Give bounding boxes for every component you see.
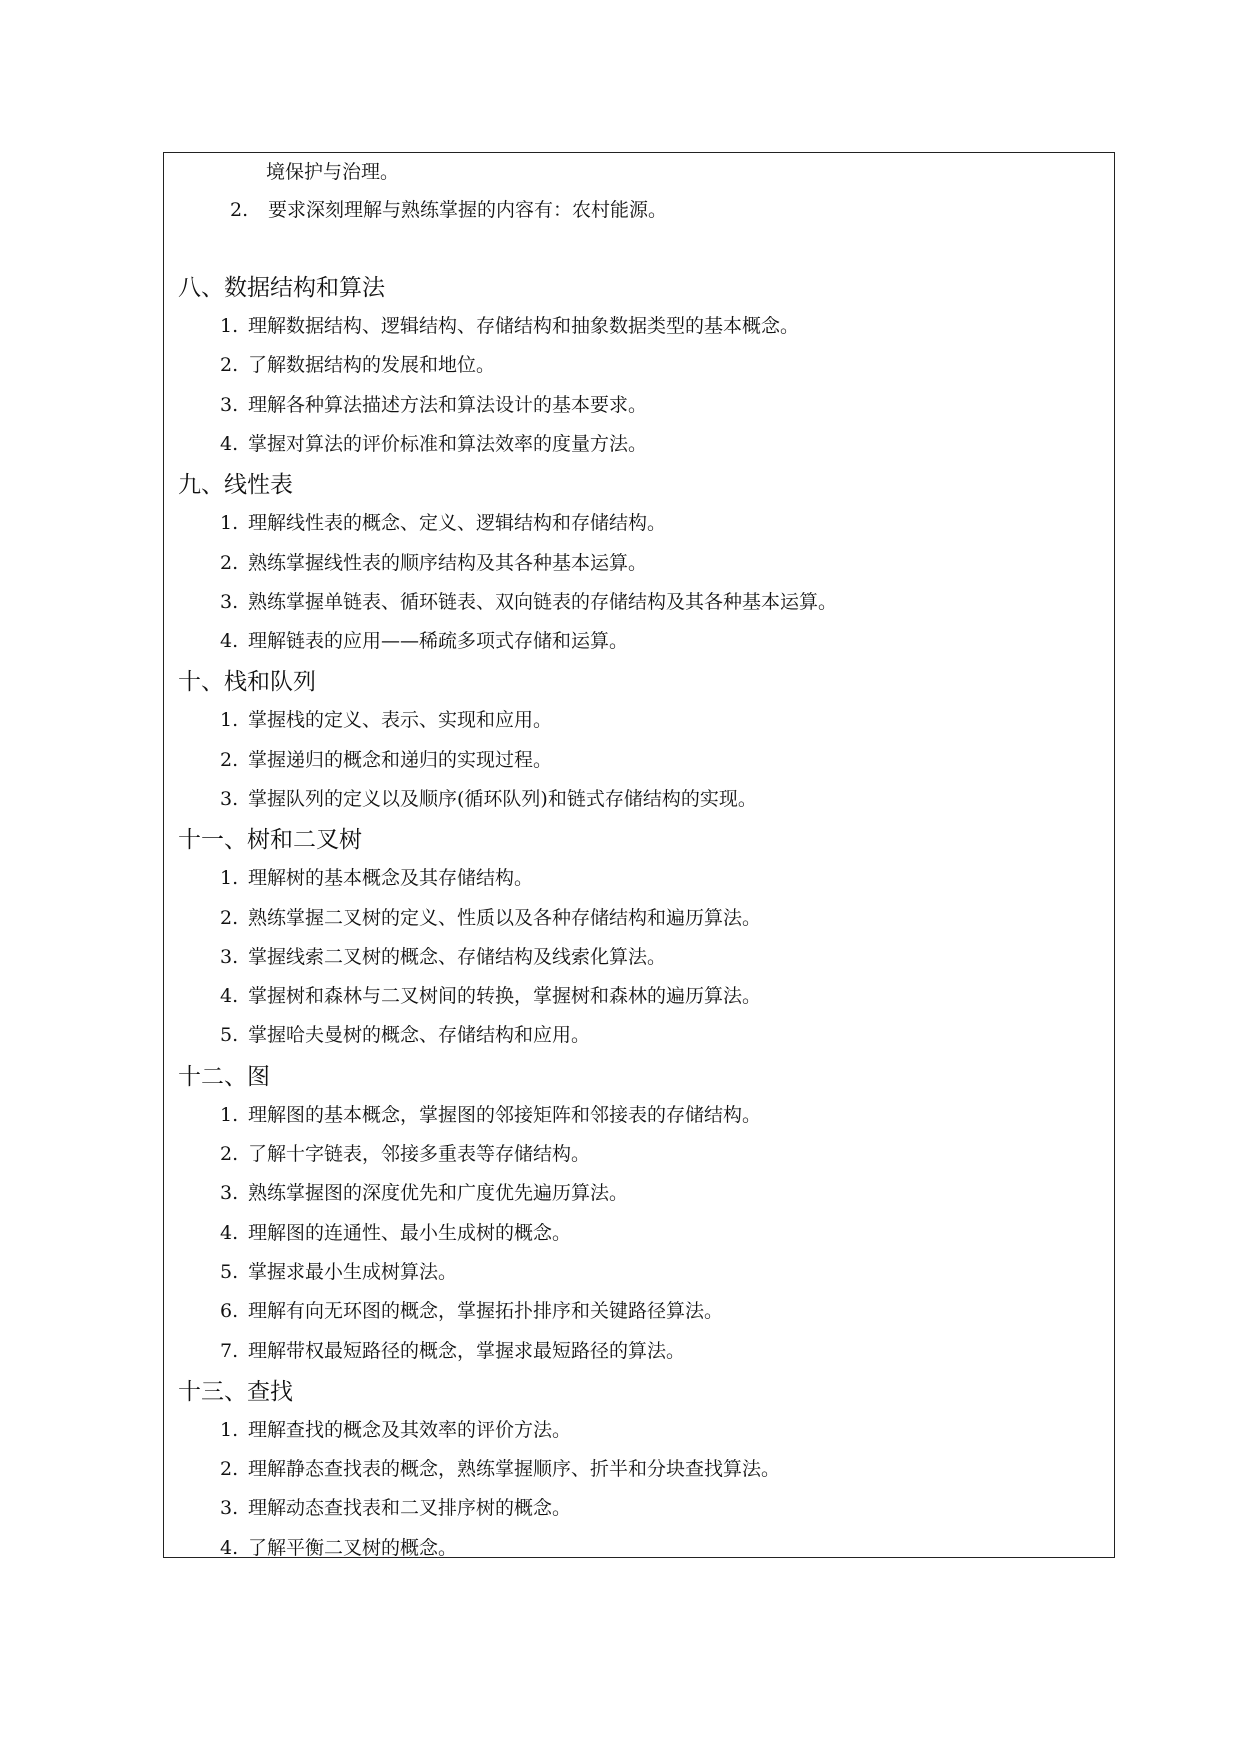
list-item: [220, 1418, 571, 1442]
list-item-text: 理解静态查找表的概念，熟练掌握顺序、折半和分块查找算法。: [248, 1458, 781, 1480]
list-item-text: 了解数据结构的发展和地位。: [248, 354, 496, 376]
list-item: [220, 906, 761, 930]
intro-item-number: 2.: [230, 199, 249, 221]
list-item: [220, 1181, 628, 1205]
intro-item: [230, 198, 667, 222]
list-item-text: 理解查找的概念及其效率的评价方法。: [248, 1419, 572, 1441]
intro-item-text: 要求深刻理解与熟练掌握的内容有：农村能源。: [268, 199, 668, 221]
list-item-number: 2.: [220, 907, 239, 929]
list-item-number: 4.: [220, 1537, 239, 1559]
section-heading: 十二、图: [178, 1064, 270, 1090]
list-item-text: 理解线性表的概念、定义、逻辑结构和存储结构。: [248, 512, 667, 534]
section-heading: 九、线性表: [178, 472, 293, 498]
list-item-text: 熟练掌握单链表、循环链表、双向链表的存储结构及其各种基本运算。: [248, 591, 838, 613]
list-item: [220, 866, 533, 890]
list-item-number: 4.: [220, 630, 239, 652]
list-item-number: 1.: [220, 1104, 239, 1126]
list-item-text: 了解平衡二叉树的概念。: [248, 1537, 458, 1559]
list-item-number: 2.: [220, 354, 239, 376]
list-item-text: 熟练掌握图的深度优先和广度优先遍历算法。: [248, 1182, 629, 1204]
section-heading: 十、栈和队列: [178, 669, 316, 695]
list-item-number: 3.: [220, 1182, 239, 1204]
list-item-number: 1.: [220, 867, 239, 889]
list-item: [220, 1023, 590, 1047]
list-item-text: 熟练掌握线性表的顺序结构及其各种基本运算。: [248, 552, 648, 574]
list-item: [220, 1496, 571, 1520]
list-item: [220, 1221, 571, 1245]
list-item-text: 理解图的基本概念，掌握图的邻接矩阵和邻接表的存储结构。: [248, 1104, 762, 1126]
list-item: [220, 748, 552, 772]
list-item-text: 掌握哈夫曼树的概念、存储结构和应用。: [248, 1024, 591, 1046]
list-item: [220, 629, 628, 653]
list-item-text: 掌握求最小生成树算法。: [248, 1261, 458, 1283]
list-item-text: 理解动态查找表和二叉排序树的概念。: [248, 1497, 572, 1519]
list-item: [220, 511, 666, 535]
list-item-text: 理解数据结构、逻辑结构、存储结构和抽象数据类型的基本概念。: [248, 315, 800, 337]
list-item-text: 掌握队列的定义以及顺序(循环队列)和链式存储结构的实现。: [248, 788, 757, 810]
list-item-number: 1.: [220, 512, 239, 534]
list-item-number: 3.: [220, 394, 239, 416]
list-item: [220, 432, 647, 456]
section-heading: 十三、查找: [178, 1379, 293, 1405]
list-item-text: 理解链表的应用——稀疏多项式存储和运算。: [248, 630, 629, 652]
list-item-number: 6.: [220, 1300, 239, 1322]
list-item-text: 掌握对算法的评价标准和算法效率的度量方法。: [248, 433, 648, 455]
list-item: [220, 984, 761, 1008]
list-item: [220, 314, 799, 338]
list-item-text: 掌握线索二叉树的概念、存储结构及线索化算法。: [248, 946, 667, 968]
list-item-text: 理解有向无环图的概念，掌握拓扑排序和关键路径算法。: [248, 1300, 724, 1322]
list-item-text: 理解树的基本概念及其存储结构。: [248, 867, 534, 889]
list-item-number: 1.: [220, 709, 239, 731]
list-item-text: 掌握栈的定义、表示、实现和应用。: [248, 709, 553, 731]
list-item-text: 理解各种算法描述方法和算法设计的基本要求。: [248, 394, 648, 416]
list-item-number: 5.: [220, 1024, 239, 1046]
list-item: [220, 1299, 723, 1323]
list-item: [220, 590, 837, 614]
list-item-text: 熟练掌握二叉树的定义、性质以及各种存储结构和遍历算法。: [248, 907, 762, 929]
list-item-number: 3.: [220, 591, 239, 613]
list-item: [220, 787, 757, 811]
list-item-number: 4.: [220, 433, 239, 455]
list-item: [220, 1457, 780, 1481]
list-item-text: 理解图的连通性、最小生成树的概念。: [248, 1222, 572, 1244]
list-item-number: 2.: [220, 1143, 239, 1165]
list-item-number: 2.: [220, 552, 239, 574]
list-item-text: 掌握递归的概念和递归的实现过程。: [248, 749, 553, 771]
list-item-number: 3.: [220, 1497, 239, 1519]
list-item: [220, 1142, 590, 1166]
intro-continuation: 境保护与治理。: [266, 161, 400, 183]
list-item: [220, 708, 552, 732]
list-item-number: 2.: [220, 749, 239, 771]
list-item-text: 掌握树和森林与二叉树间的转换，掌握树和森林的遍历算法。: [248, 985, 762, 1007]
list-item: [220, 1536, 457, 1560]
list-item: [220, 551, 647, 575]
list-item-number: 7.: [220, 1340, 239, 1362]
list-item-number: 3.: [220, 788, 239, 810]
list-item-number: 1.: [220, 315, 239, 337]
section-heading: 十一、树和二叉树: [178, 827, 362, 853]
list-item: [220, 353, 495, 377]
list-item-number: 4.: [220, 1222, 239, 1244]
list-item-text: 理解带权最短路径的概念，掌握求最短路径的算法。: [248, 1340, 686, 1362]
list-item: [220, 1339, 685, 1363]
list-item: [220, 1260, 457, 1284]
list-item-text: 了解十字链表，邻接多重表等存储结构。: [248, 1143, 591, 1165]
list-item: [220, 393, 647, 417]
list-item: [220, 945, 666, 969]
list-item-number: 1.: [220, 1419, 239, 1441]
list-item: [220, 1103, 761, 1127]
section-heading: 八、数据结构和算法: [178, 275, 385, 301]
list-item-number: 3.: [220, 946, 239, 968]
list-item-number: 5.: [220, 1261, 239, 1283]
list-item-number: 2.: [220, 1458, 239, 1480]
list-item-number: 4.: [220, 985, 239, 1007]
